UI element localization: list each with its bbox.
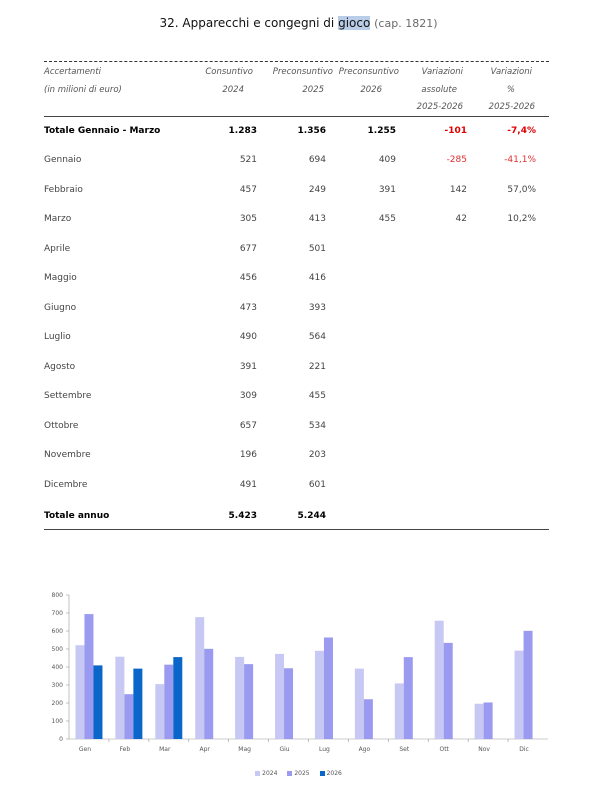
cell-2024: 5.423 (228, 511, 257, 521)
table-row (44, 155, 549, 169)
header-col2-l2: 2025 (302, 85, 324, 95)
x-tick-label: Mar (159, 746, 171, 753)
y-tick-label: 700 (51, 610, 63, 617)
row-label: Totale annuo (44, 511, 110, 521)
x-tick-label: Lug (319, 746, 330, 753)
cell-pct: -41,1% (504, 155, 536, 165)
table-row (44, 185, 549, 199)
bar-2024-apr (195, 617, 204, 739)
table-row (44, 480, 549, 494)
cell-pct: 10,2% (507, 214, 536, 224)
cell-c2026: 409 (378, 155, 396, 165)
y-tick-label: 500 (51, 646, 63, 653)
bar-2024-nov (475, 704, 484, 739)
chart-legend (0, 770, 597, 777)
legend-swatch-2026 (320, 771, 325, 776)
bar-2025-mar (164, 665, 173, 739)
header-col4-l2: assolute (421, 85, 457, 95)
bar-2024-ago (355, 669, 364, 739)
row-label: Marzo (44, 214, 72, 224)
row-label: Novembre (44, 450, 91, 460)
cell-c2025: 501 (308, 243, 326, 254)
cell-c2026: 455 (378, 214, 396, 224)
header-col3-l1: Preconsuntivo (338, 67, 399, 77)
bar-2024-lug (315, 651, 324, 739)
y-tick-label: 400 (51, 664, 63, 671)
x-tick-label: Mag (238, 746, 251, 753)
table-bottom-rule (44, 529, 549, 530)
x-tick-label: Feb (119, 746, 131, 753)
cell-c2024: 677 (239, 243, 257, 254)
header-col0-l2: (in milioni di euro) (44, 85, 122, 95)
cell-c2024: 473 (239, 302, 257, 313)
bar-chart-svg (0, 580, 597, 770)
legend-item-2024 (255, 770, 277, 777)
cell-c2025: 416 (308, 273, 326, 283)
header-col0-l1: Accertamenti (44, 67, 102, 77)
legend-label-2026: 2026 (326, 770, 342, 777)
row-label: Maggio (44, 273, 77, 283)
cell-c2025: 221 (308, 361, 326, 372)
cell-c2024: 456 (239, 273, 257, 283)
x-tick-label: Ott (439, 746, 449, 753)
bar-2026-mar (173, 657, 182, 739)
bar-chart (0, 580, 597, 796)
bar-2025-gen (84, 614, 93, 739)
y-tick-label: 600 (51, 628, 63, 635)
header-col3-l2: 2026 (360, 85, 382, 95)
bar-2025-dic (524, 631, 533, 739)
table-row (44, 450, 549, 464)
legend-item-2025 (287, 770, 309, 777)
cell-c2025: 564 (308, 332, 326, 342)
table-row (44, 391, 549, 405)
bar-2024-dic (515, 651, 524, 739)
cell-abs: -285 (446, 155, 467, 165)
header-col1-l1: Consuntivo (205, 67, 253, 77)
y-tick-label: 100 (51, 718, 63, 725)
cell-c2024: 457 (239, 184, 257, 195)
header-bottom-rule (44, 116, 549, 117)
x-tick-label: Set (399, 746, 410, 753)
header-col5-l3: 2025-2026 (488, 102, 535, 112)
table-row (44, 421, 549, 435)
y-tick-label: 0 (59, 736, 63, 743)
bar-2024-feb (115, 657, 124, 739)
cell-abs: 142 (449, 184, 467, 195)
cell-2026: 1.255 (367, 126, 396, 136)
row-label: Giugno (44, 302, 77, 313)
cell-c2025: 694 (308, 155, 326, 165)
table-row (44, 303, 549, 317)
cell-c2024: 521 (239, 155, 257, 165)
row-label: Gennaio (44, 155, 82, 165)
table-row-total-q1 (44, 126, 549, 140)
table-row (44, 273, 549, 287)
title-text: 32. Apparecchi e congegni di (159, 16, 339, 30)
y-tick-label: 800 (51, 592, 63, 599)
cell-c2025: 393 (308, 302, 326, 313)
table-row (44, 244, 549, 258)
cell-c2026: 391 (378, 184, 396, 195)
x-tick-label: Giu (279, 746, 290, 753)
bar-2026-feb (133, 669, 142, 739)
cell-c2025: 413 (308, 214, 326, 224)
row-label: Settembre (44, 391, 92, 401)
bar-2025-set (404, 657, 413, 739)
cell-c2024: 196 (239, 450, 257, 460)
bar-2025-lug (324, 637, 333, 739)
cell-pct: 57,0% (507, 184, 536, 195)
cell-abs: -101 (444, 126, 467, 136)
table-row (44, 362, 549, 376)
cell-c2025: 455 (308, 391, 326, 401)
x-tick-label: Apr (199, 746, 210, 753)
cell-c2024: 657 (239, 420, 257, 431)
row-label: Aprile (44, 243, 71, 254)
row-label: Febbraio (44, 184, 83, 195)
x-tick-label: Ago (358, 746, 371, 753)
legend-label-2025: 2025 (294, 770, 310, 777)
y-tick-label: 300 (51, 682, 63, 689)
cell-2024: 1.283 (228, 126, 257, 136)
header-col4-l3: 2025-2026 (416, 102, 463, 112)
bar-2025-ago (364, 699, 373, 739)
header-col4-l1: Variazioni (421, 67, 463, 77)
cell-c2025: 534 (308, 420, 326, 431)
cell-c2024: 490 (239, 332, 257, 342)
legend-label-2024: 2024 (262, 770, 278, 777)
bar-2025-feb (124, 694, 133, 739)
header-col5-l2: % (506, 85, 515, 95)
x-tick-label: Gen (78, 746, 92, 753)
bar-2025-giu (284, 668, 293, 739)
header-col2-l1: Preconsuntivo (272, 67, 333, 77)
legend-swatch-2025 (287, 771, 292, 776)
cell-c2025: 203 (308, 450, 326, 460)
row-label: Totale Gennaio - Marzo (44, 126, 161, 136)
bar-2025-ott (444, 643, 453, 739)
row-label: Luglio (44, 332, 71, 342)
bar-2024-gen (75, 645, 84, 739)
bar-2025-mag (244, 664, 253, 739)
cell-c2024: 391 (239, 361, 257, 372)
bar-2024-set (395, 683, 404, 739)
legend-item-2026 (320, 770, 342, 777)
cell-c2024: 305 (239, 214, 257, 224)
bar-2024-mar (155, 684, 164, 739)
cell-c2024: 491 (239, 479, 257, 490)
cell-2025: 5.244 (297, 511, 326, 521)
row-label: Ottobre (44, 420, 79, 431)
table-row (44, 214, 549, 228)
table-row-total-year (44, 511, 549, 525)
table-top-rule (44, 61, 549, 62)
cell-pct: -7,4% (507, 126, 536, 136)
bar-2025-apr (204, 649, 213, 739)
title-cap: (cap. 1821) (374, 17, 438, 30)
cell-c2025: 601 (308, 479, 326, 490)
header-col5-l1: Variazioni (490, 67, 532, 77)
row-label: Dicembre (44, 479, 88, 490)
title-highlighted-word[interactable]: gioco (338, 16, 371, 30)
cell-abs: 42 (455, 214, 467, 224)
x-tick-label: Nov (478, 746, 490, 753)
page-title (0, 16, 597, 30)
bar-2024-giu (275, 654, 284, 739)
bar-2025-nov (484, 702, 493, 739)
cell-c2025: 249 (308, 184, 326, 195)
bar-2026-gen (93, 665, 102, 739)
legend-swatch-2024 (255, 771, 260, 776)
bar-2024-mag (235, 657, 244, 739)
table-row (44, 332, 549, 346)
header-col1-l2: 2024 (222, 85, 244, 95)
cell-c2024: 309 (239, 391, 257, 401)
bar-2024-ott (435, 621, 444, 739)
x-tick-label: Dic (519, 746, 529, 753)
cell-2025: 1.356 (297, 126, 326, 136)
y-tick-label: 200 (51, 700, 63, 707)
row-label: Agosto (44, 361, 76, 372)
